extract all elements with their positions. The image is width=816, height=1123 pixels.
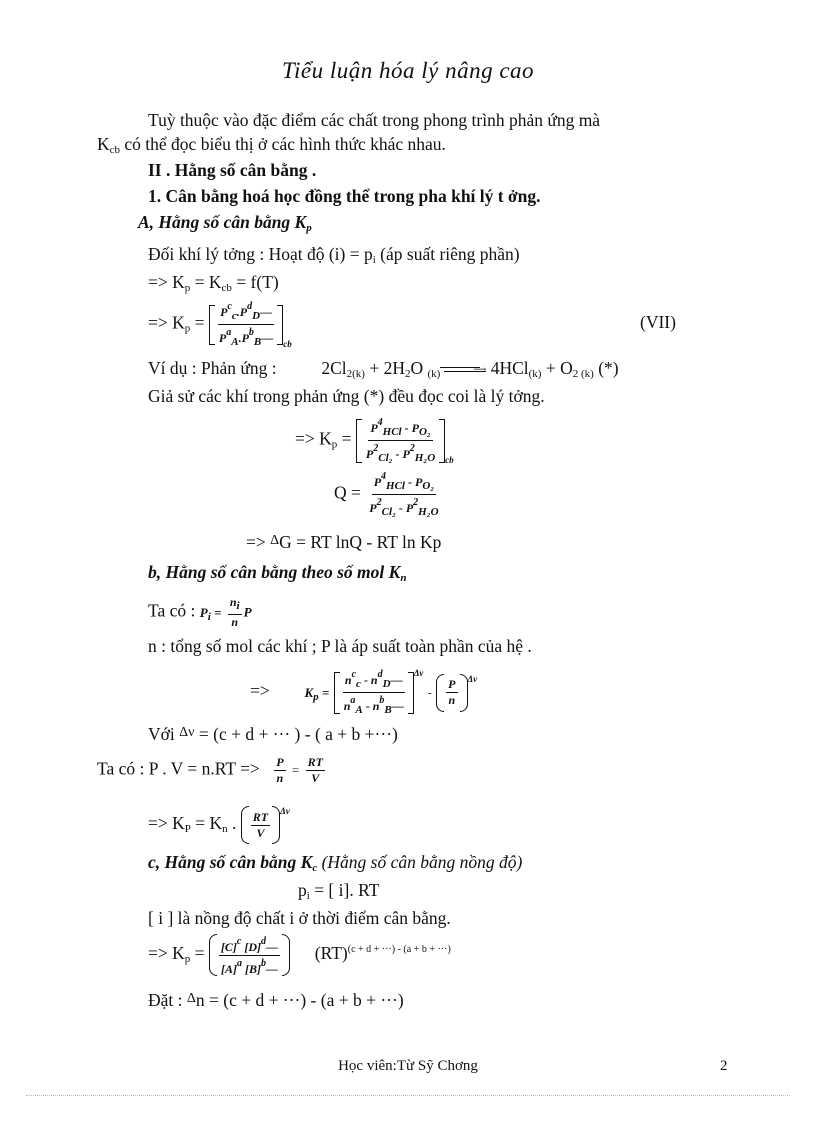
delta-n-definition: Đặt : $^\Delta$n = (c + d + ···) - (a + b + ···) — [148, 990, 404, 1010]
intro-line-1: Tuỳ thuộc vào đặc điểm các chất trong phong trình phản ứng mà — [148, 110, 601, 130]
delta-g-equation: => $^\Delta$G = RT lnQ - RT ln Kp — [246, 532, 442, 552]
activity-line: Đối khí lý tởng : Hoạt độ $(i) = p_i$ (áp suất riêng phần) — [148, 244, 520, 266]
footer-author: Học viên:Từ Sỹ Chơng — [338, 1058, 478, 1074]
kp-example-formula: => $K_p$ = $\frac{P^4_{HCl} - P_{O_2}}{P^2_{Cl_2} - P^2_{H_2O}}$ cb — [295, 417, 454, 465]
pi-formula: Ta có : $P_i$ = $\frac{n_i}{n}$ P — [148, 595, 252, 629]
ideal-gas-line: Ta có : P . V = n.RT => $\frac{P}{n}$ = $\frac{RT}{V}$ — [97, 755, 323, 785]
section-2-heading: II . Hằng số cân bằng . — [148, 160, 317, 180]
kp-kc-formula: => $K_p$ = $\frac{[C]^c [D]^d—}{[A]^a [B]^b—}$ (RT)$^{(c + d + \cdot\cdot\cdot) - (a + b + \cdot\cdot\cdot)}$ — [148, 935, 451, 976]
n-description: n : tổng số mol các khí ; P là áp suất toàn phần của hệ . — [148, 636, 532, 656]
delta-nu-definition: Với $^{\Delta\nu}$ = (c + d + ··· ) - ( a + b +···) — [148, 724, 398, 744]
page-title: Tiểu luận hóa lý nâng cao — [281, 58, 535, 83]
kp-kn-formula: => $K_p$ = $\frac{n^c_c - n^d_D—}{n^a_A - n^b_B—}$ Δν - $\frac{P}{n}$ Δν — [250, 668, 478, 716]
q-formula: Q = $\frac{P^4_{HCl} - P_{O_2}}{P^2_{Cl_2} - P^2_{H_2O}}$ — [334, 471, 439, 518]
kp-formula-vii: => $K_p$ = $\frac{P^c_c.P^d_D—}{P^a_A.P^b_B—}$ cb — [148, 301, 292, 349]
kp-kn-rt-formula: => $K_P = K_n$ . $\frac{RT}{V}$ Δν — [148, 806, 290, 844]
example-reaction: Ví dụ : Phản ứng : $2Cl_{2(k)} + 2H_2O$ $_{(k)}$ ⟶ $4HCl_{(k)} + O_{2 (k)}$ (*) — [148, 358, 619, 380]
intro-line-2: $K_{cb}$ có thể đọc biểu thị ở các hình thức khác nhau. — [97, 134, 446, 156]
assumption-line: Giả sử các khí trong phản ứng (*) đều đọc coi là lý tởng. — [148, 386, 545, 406]
part-c-heading: c, Hằng số cân bằng $K_c$ (Hằng số cân bằng nồng độ) — [148, 852, 523, 874]
part-a-heading: A, Hằng số cân bằng $K_p$ — [138, 212, 312, 234]
kp-equals-kcb: => $K_p = K_{cb} = f(T)$ — [148, 272, 279, 294]
pi-concentration-equation: $p_i$ = [ i]. RT — [298, 880, 380, 902]
page-number: 2 — [720, 1058, 728, 1074]
concentration-description: [ i ] là nồng độ chất i ở thời điểm cân bằng. — [148, 908, 451, 928]
footer-divider — [26, 1095, 790, 1096]
section-2-1-heading: 1. Cân bằng hoá học đồng thể trong pha khí lý t ởng. — [148, 186, 541, 206]
equation-label-vii: (VII) — [640, 312, 676, 332]
part-b-heading: b, Hằng số cân bằng theo số mol $K_n$ — [148, 562, 407, 584]
